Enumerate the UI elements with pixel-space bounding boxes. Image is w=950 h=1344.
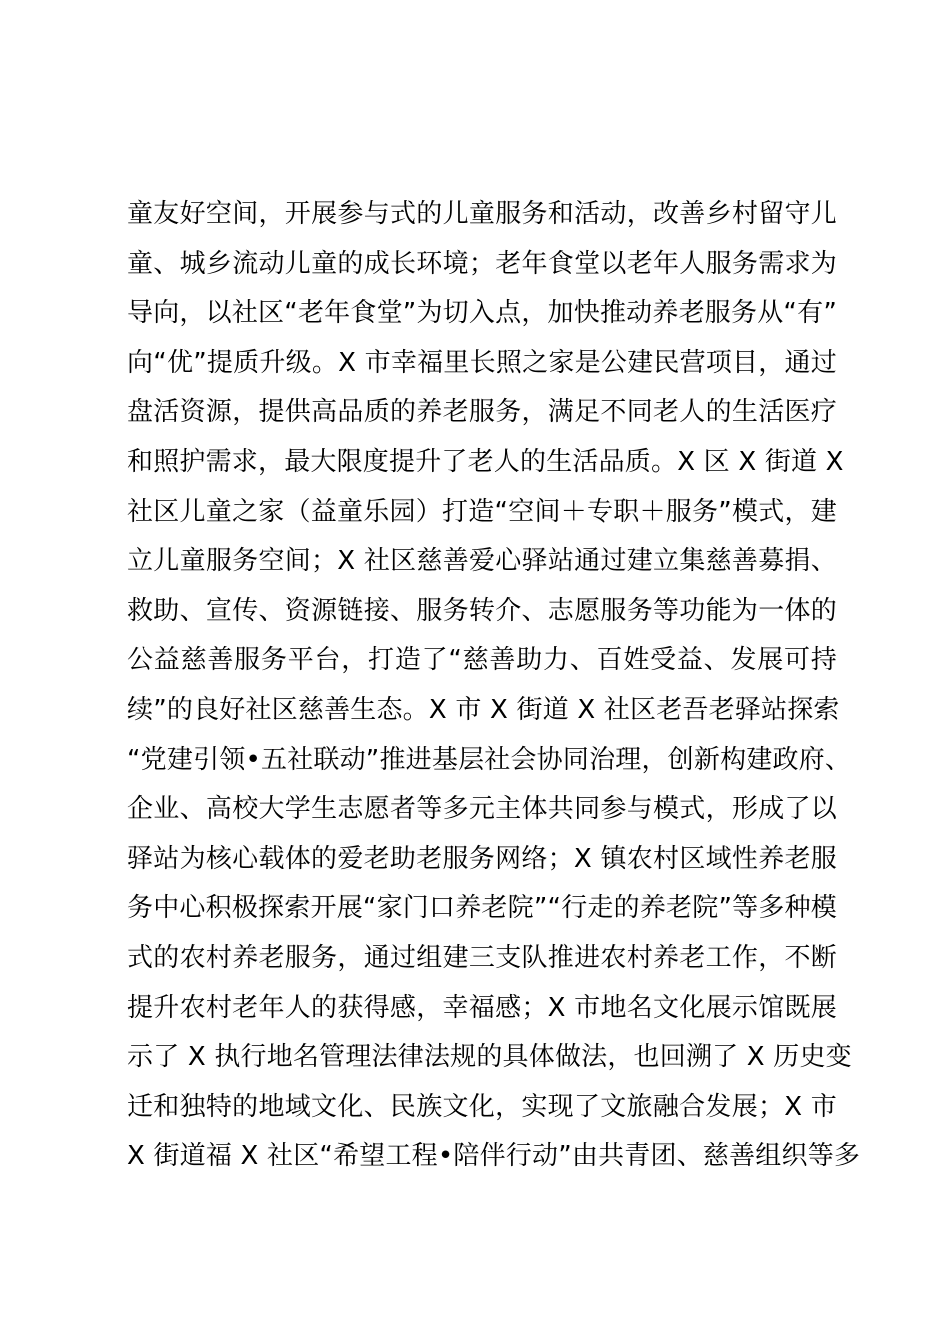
text-line: 式的农村养老服务，通过组建三支队推进农村养老工作，不断 bbox=[127, 942, 837, 973]
text-line: 导向，以社区“老年食堂”为切入点，加快推动养老服务从“有” bbox=[127, 298, 837, 329]
text-line: 和照护需求，最大限度提升了老人的生活品质。X 区 X 街道 X bbox=[127, 446, 844, 477]
text-line: 救助、宣传、资源链接、服务转介、志愿服务等功能为一体的 bbox=[127, 595, 837, 626]
text-line: 迁和独特的地域文化、民族文化，实现了文旅融合发展；X 市 bbox=[127, 1091, 837, 1122]
text-line: 童友好空间，开展参与式的儿童服务和活动，改善乡村留守儿 bbox=[127, 199, 837, 229]
text-line: 续”的良好社区慈善生态。X 市 X 街道 X 社区老吾老驿站探索 bbox=[127, 694, 840, 725]
text-line: 盘活资源，提供高品质的养老服务，满足不同老人的生活医疗 bbox=[127, 397, 837, 428]
text-line: 提升农村老年人的获得感，幸福感；X 市地名文化展示馆既展 bbox=[127, 992, 837, 1023]
text-line: “党建引领•五社联动”推进基层社会协同治理，创新构建政府、 bbox=[127, 744, 852, 775]
text-line: 立儿童服务空间；X 社区慈善爱心驿站通过建立集慈善募捐、 bbox=[127, 546, 837, 577]
text-line: 驿站为核心载体的爱老助老服务网络；X 镇农村区域性养老服 bbox=[127, 843, 837, 874]
text-line: 企业、高校大学生志愿者等多元主体共同参与模式，形成了以 bbox=[127, 794, 837, 825]
text-line: 社区儿童之家（益童乐园）打造“空间＋专职＋服务”模式，建 bbox=[127, 496, 837, 527]
body-paragraph bbox=[127, 190, 861, 1182]
text-line: 童、城乡流动儿童的成长环境；老年食堂以老年人服务需求为 bbox=[127, 248, 837, 279]
text-line: X 街道福 X 社区“希望工程•陪伴行动”由共青团、慈善组织等多 bbox=[127, 1141, 861, 1172]
text-line: 向“优”提质升级。X 市幸福里长照之家是公建民营项目，通过 bbox=[127, 347, 837, 378]
text-line: 务中心积极探索开展“家门口养老院”“行走的养老院”等多种模 bbox=[127, 893, 837, 924]
text-line: 示了 X 执行地名管理法律法规的具体做法，也回溯了 X 历史变 bbox=[127, 1042, 852, 1073]
text-line: 公益慈善服务平台，打造了“慈善助力、百姓受益、发展可持 bbox=[127, 645, 837, 676]
